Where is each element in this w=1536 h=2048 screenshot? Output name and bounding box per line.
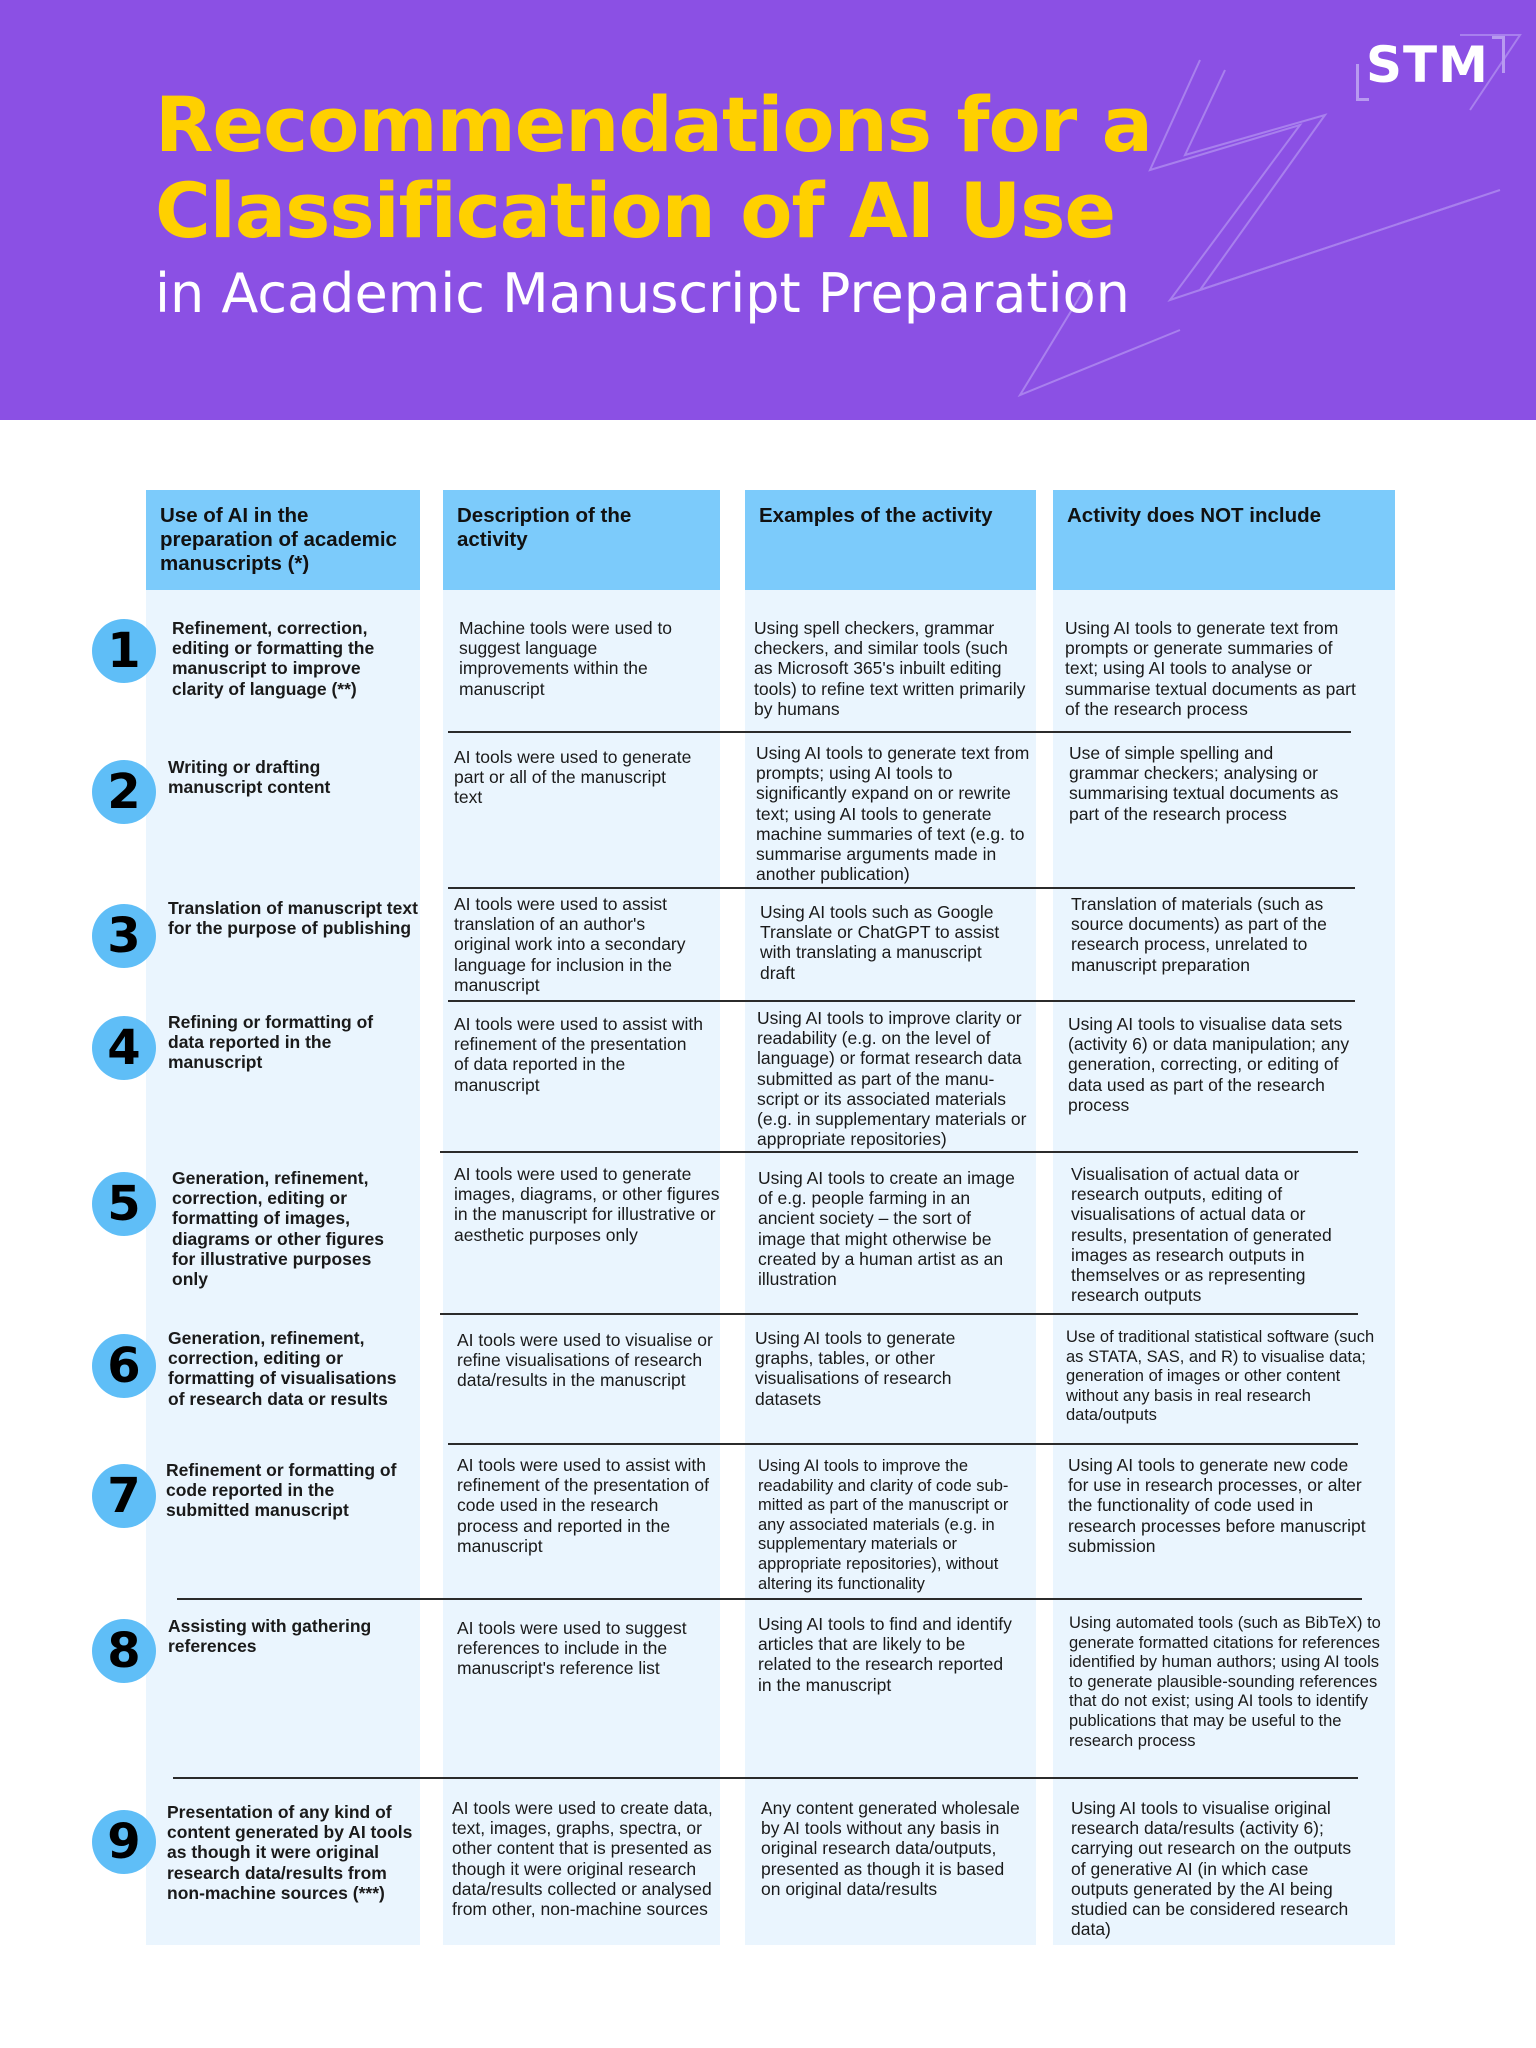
row-not-include: Visualisation of actual data or research outputs, editing of visualisations of actual data or results, presentation of generated images as research outputs in themselves or as representing research outputs: [1071, 1164, 1332, 1306]
row-not-include: Using AI tools to visualise original research data/results (activity 6); carrying out research on the outputs of generative AI (in which case outputs generated by the AI being studied can be considered research data): [1071, 1798, 1352, 1940]
row-use: Writing or drafting manuscript content: [168, 757, 331, 798]
row-description: AI tools were used to assist with refinement of the presentation of code used in the research process and reported in the manuscript: [457, 1455, 709, 1556]
row-divider: [448, 1000, 1355, 1002]
row-examples: Using AI tools to improve the readability and clarity of code sub-mitted as part of the manuscript or any associated materials (e.g. in supplementary materials or appropriate repositories), without altering its functionality: [758, 1457, 1009, 1593]
row-description: AI tools were used to suggest references to include in the manuscript's reference list: [457, 1618, 687, 1679]
logo-bracket: [1492, 36, 1505, 73]
column-header-examples: Examples of the activity: [745, 490, 1036, 590]
row-divider: [448, 731, 1351, 733]
row-examples: Using AI tools to find and identify articles that are likely to be related to the research reported in the manuscript: [758, 1614, 1012, 1695]
column-header-use: Use of AI in the preparation of academic manuscripts (*): [146, 490, 420, 590]
row-number-badge: 8: [92, 1619, 156, 1683]
row-number-badge: 5: [92, 1172, 156, 1236]
row-divider: [448, 1443, 1358, 1445]
page-subtitle: in Academic Manuscript Preparation: [155, 262, 1130, 325]
row-not-include: Use of simple spelling and grammar checkers; analysing or summarising textual documents as part of the research process: [1069, 743, 1339, 824]
row-divider: [440, 1151, 1358, 1153]
row-not-include: Using automated tools (such as BibTeX) to generate formatted citations for references identified by human authors; using AI tools to generate plausible-sounding references that do not exist; using AI tools to identify publications that may be useful to the research process: [1069, 1614, 1381, 1750]
row-description: AI tools were used to generate images, diagrams, or other figures in the manuscript for illustrative or aesthetic purposes only: [454, 1164, 720, 1245]
row-divider: [177, 1598, 1362, 1600]
row-not-include: Using AI tools to visualise data sets (activity 6) or data manipulation; any generation, correcting, or editing of data used as part of the research process: [1068, 1014, 1350, 1115]
row-divider: [440, 1313, 1358, 1315]
row-not-include: Using AI tools to generate new code for use in research processes, or alter the functionality of code used in research processes before manuscript submission: [1068, 1455, 1366, 1556]
row-use: Refinement or formatting of code reported in the submitted manuscript: [166, 1460, 397, 1521]
row-number-badge: 1: [92, 619, 156, 683]
row-description: AI tools were used to assist with refinement of the presentation of data reported in the manuscript: [454, 1014, 703, 1095]
row-use: Generation, refinement, correction, editing or formatting of visualisations of research data or results: [168, 1328, 397, 1409]
row-divider: [173, 1777, 1358, 1779]
row-use: Assisting with gathering references: [168, 1616, 372, 1657]
row-use: Refining or formatting of data reported in the manuscript: [168, 1012, 374, 1073]
row-description: AI tools were used to generate part or all of the manuscript text: [454, 747, 692, 808]
row-not-include: Use of traditional statistical software (such as STATA, SAS, and R) to visualise data; generation of images or other content without any basis in real research data/outputs: [1066, 1328, 1375, 1425]
row-divider: [448, 887, 1355, 889]
row-examples: Using AI tools such as Google Translate or ChatGPT to assist with translating a manuscript draft: [760, 902, 1000, 983]
row-description: AI tools were used to create data, text, images, graphs, spectra, or other content that is presented as though it were original research data/results collected or analysed from other, non-machine sources: [452, 1798, 713, 1920]
row-examples: Using AI tools to improve clarity or readability (e.g. on the level of language) or format research data submitted as part of the manu-script or its associated materials (e.g. in supplementary materials or appropriate repositories): [757, 1008, 1027, 1150]
row-use: Refinement, correction, editing or formatting the manuscript to improve clarity of language (**): [172, 618, 375, 699]
row-description: AI tools were used to visualise or refine visualisations of research data/results in the manuscript: [457, 1330, 713, 1391]
row-number-badge: 2: [92, 760, 156, 824]
row-description: Machine tools were used to suggest language improvements within the manuscript: [459, 618, 673, 699]
row-number-badge: 4: [92, 1016, 156, 1080]
row-examples: Any content generated wholesale by AI tools without any basis in original research data/outputs, presented as though it is based on original data/results: [761, 1798, 1020, 1899]
row-not-include: Translation of materials (such as source documents) as part of the research process, unrelated to manuscript preparation: [1071, 894, 1327, 975]
row-examples: Using AI tools to create an image of e.g. people farming in an ancient society – the sort of image that might otherwise be created by a human artist as an illustration: [758, 1168, 1015, 1290]
row-examples: Using AI tools to generate graphs, tables, or other visualisations of research datasets: [755, 1328, 956, 1409]
row-number-badge: 7: [92, 1464, 156, 1528]
row-number-badge: 3: [92, 904, 156, 968]
row-examples: Using AI tools to generate text from prompts; using AI tools to significantly expand on or rewrite text; using AI tools to generate machine summaries of text (e.g. to summarise arguments made in another publication): [756, 743, 1030, 885]
row-number-badge: 9: [92, 1810, 156, 1874]
row-examples: Using spell checkers, grammar checkers, and similar tools (such as Microsoft 365's inbuilt editing tools) to refine text written primarily by humans: [754, 618, 1026, 719]
row-use: Generation, refinement, correction, editing or formatting of images, diagrams or other figures for illustrative purposes only: [172, 1168, 384, 1290]
row-not-include: Using AI tools to generate text from prompts or generate summaries of text; using AI tools to analyse or summarise textual documents as part of the research process: [1065, 618, 1356, 719]
row-number-badge: 6: [92, 1334, 156, 1398]
column-header-description: Description of the activity: [443, 490, 720, 590]
row-use: Translation of manuscript text for the purpose of publishing: [168, 898, 418, 939]
stm-logo: STM: [1366, 36, 1489, 94]
column-header-not-include: Activity does NOT include: [1053, 490, 1395, 590]
row-use: Presentation of any kind of content generated by AI tools as though it were original research data/results from non-machine sources (***): [167, 1802, 413, 1903]
row-description: AI tools were used to assist translation of an author's original work into a secondary language for inclusion in the manuscript: [454, 894, 686, 995]
page-title: Recommendations for a Classification of AI Use: [155, 80, 1152, 255]
header-banner: [0, 0, 1536, 420]
